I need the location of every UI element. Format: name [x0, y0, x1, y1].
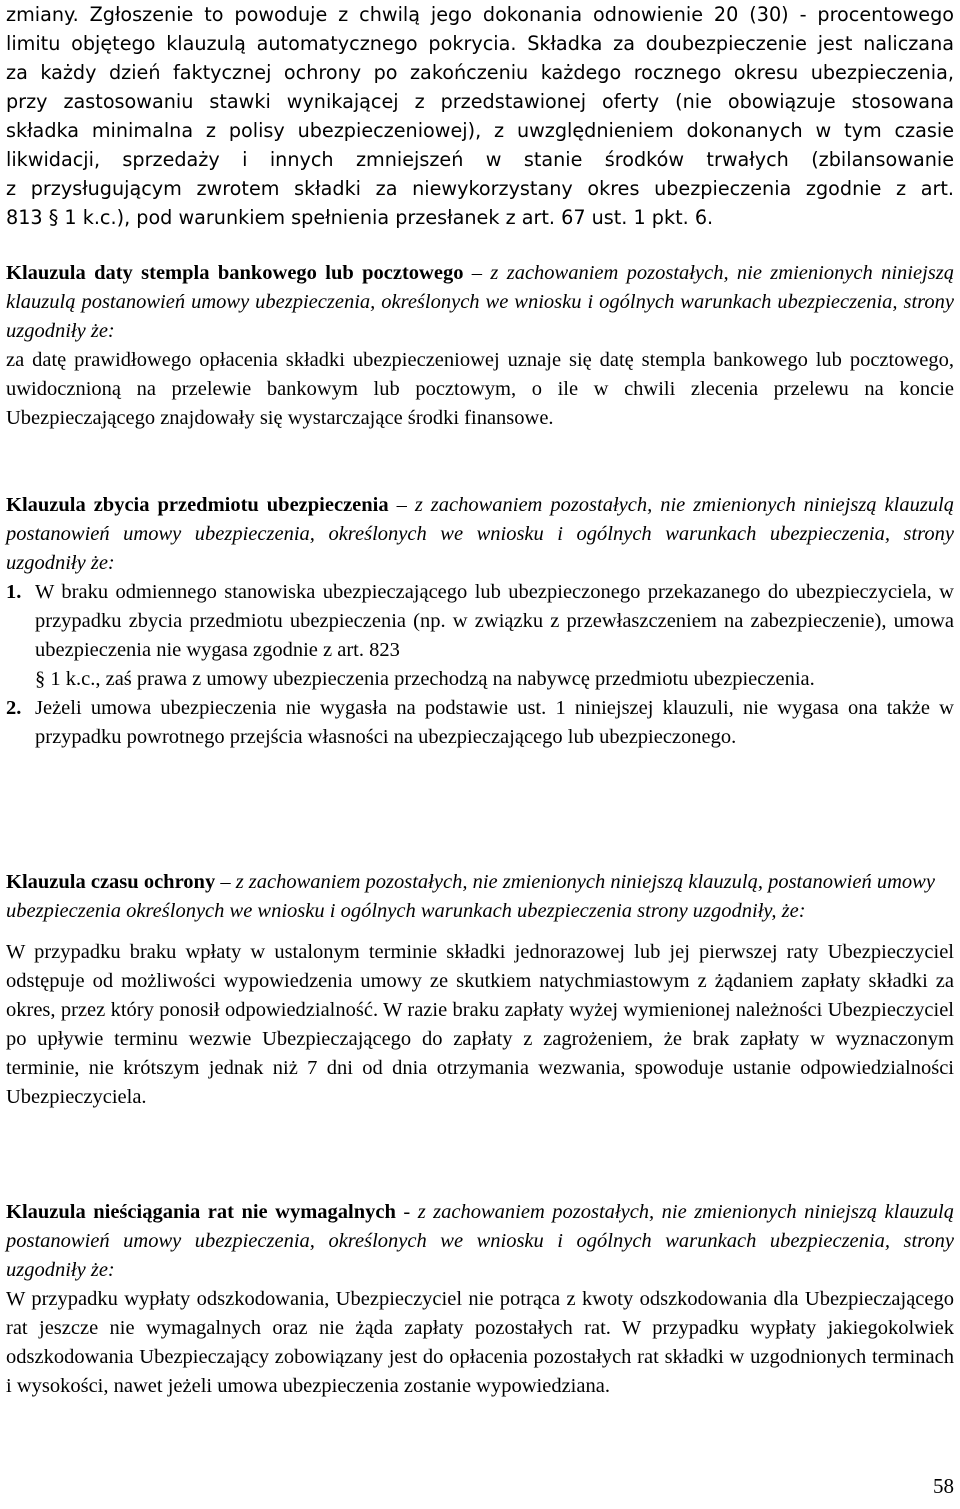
clause-intro: z zachowaniem pozostałych, nie zmienionych niniejszą klauzulą, postanowień umowy ubezpieczenia określonych we wniosku i ogólnych warunkach ubezpieczenia strony uzgodniły, że:: [6, 871, 935, 922]
clause-intro: z zachowaniem pozostałych, nie zmienionych niniejszą klauzulą postanowień umowy ubezpieczenia, określonych we wniosku i ogólnych warunkach ubezpieczenia, strony uzgodniły że:: [6, 494, 954, 574]
clause-heading: Klauzula nieściągania rat nie wymagalnych: [6, 1201, 396, 1223]
paragraph-line: 813 § 1 k.c.), pod warunkiem spełnienia przesłanek z art. 67 ust. 1 pkt. 6.: [6, 206, 714, 229]
clause-non-collection-of-installments: [6, 1198, 954, 1401]
list-text: W braku odmiennego stanowiska ubezpieczającego lub ubezpieczonego przekazanego do ubezpieczyciela, w przypadku zbycia przedmiotu ubezpieczenia (np. w związku z przewłaszczeniem na zabezpieczenie), umowa ubezpieczenia nie wygasa zgodnie z art. 823: [35, 581, 954, 661]
heading-dash: –: [388, 494, 415, 516]
clause-body: W przypadku wypłaty odszkodowania, Ubezpieczyciel nie potrąca z kwoty odszkodowania dla Ubezpieczającego rat jeszcze nie wymagalnych oraz nie żąda zapłaty pozostałych rat. W przypadku wypłaty jakiegokolwiek odszkodowania Ubezpieczający zobowiązany jest do opłacenia pozostałych rat składki w uzgodnionych terminach i wysokości, nawet jeżeli umowa ubezpieczenia zostanie wypowiedziana.: [6, 1288, 954, 1397]
paragraph-line: z przysługującym zwrotem składki za niewykorzystany okres ubezpieczenia zgodnie z art.: [6, 177, 954, 200]
document-page: [6, 0, 955, 1397]
list-item: [6, 578, 954, 694]
page-number: 58: [933, 1474, 954, 1498]
list-text: § 1 k.c., zaś prawa z umowy ubezpieczenia przechodzą na nabywcę przedmiotu ubezpieczenia.: [35, 668, 815, 690]
list-item: [6, 694, 954, 752]
clause-heading: Klauzula zbycia przedmiotu ubezpieczenia: [6, 494, 389, 516]
clause-protection-time: [6, 868, 954, 1112]
paragraph-line: zmiany. Zgłoszenie to powoduje z chwilą jego dokonania odnowienie 20 (30) - procentowego: [6, 3, 954, 26]
clause-intro: z zachowaniem pozostałych, nie zmienionych niniejszą klauzulą postanowień umowy ubezpieczenia, określonych we wniosku i ogólnych warunkach ubezpieczenia, strony uzgodniły że:: [6, 262, 955, 342]
continuation-paragraph: [6, 0, 954, 232]
list-number: 1.: [6, 581, 22, 603]
spacer: [6, 926, 954, 938]
clause-body: za datę prawidłowego opłacenia składki ubezpieczeniowej uznaje się datę stempla bankowego lub pocztowego, uwidocznioną na przelewie bankowym lub pocztowym, o ile w chwili zlecenia przelewu na koncie Ubezpieczającego znajdowały się wystarczające środki finansowe.: [6, 349, 954, 429]
heading-dash: –: [463, 262, 491, 284]
paragraph-line: likwidacji, sprzedaży i innych zmniejszeń w stanie środków trwałych (zbilansowanie: [6, 148, 954, 171]
clause-heading: Klauzula daty stempla bankowego lub pocztowego: [6, 262, 464, 284]
heading-dash: -: [395, 1201, 418, 1223]
heading-dash: –: [215, 871, 236, 893]
clause-body: W przypadku braku wpłaty w ustalonym terminie składki jednorazowej lub jej pierwszej raty Ubezpieczyciel odstępuje od możliwości wypowiedzenia umowy ze skutkiem natychmiastowym z żądaniem zapłaty składki za okres, przez który ponosił odpowiedzialność. W razie braku zapłaty wyżej wymienionej należności Ubezpieczyciel po upływie terminu wezwie Ubezpieczającego do zapłaty z zagrożeniem, że brak zapłaty w wyznaczonym terminie, nie krótszym jednak niż 7 dni od dnia otrzymania wezwania, spowoduje ustanie odpowiedzialności Ubezpieczyciela.: [6, 941, 954, 1108]
paragraph-line: przy zastosowaniu stawki wynikającej z przedstawionej oferty (nie obowiązuje stosowana: [6, 90, 954, 113]
paragraph-line: limitu objętego klauzulą automatycznego pokrycia. Składka za doubezpieczenie jest naliczana: [6, 32, 954, 55]
clause-intro: z zachowaniem pozostałych, nie zmienionych niniejszą klauzulą postanowień umowy ubezpieczenia, określonych we wniosku i ogólnych warunkach ubezpieczenia, strony uzgodniły że:: [6, 1201, 955, 1281]
clause-heading: Klauzula czasu ochrony: [6, 871, 216, 893]
list-number: 2.: [6, 697, 22, 719]
clause-bank-stamp-date: [6, 259, 954, 433]
clause-disposal-of-insured-item: [6, 491, 954, 752]
paragraph-line: składka minimalna z polisy ubezpieczeniowej), z uwzględnieniem dokonanych w tym czasie: [6, 119, 954, 142]
list-text: Jeżeli umowa ubezpieczenia nie wygasła na podstawie ust. 1 niniejszej klauzuli, nie wygasa ona także w przypadku powrotnego przejścia własności na ubezpieczającego lub ubezpieczonego.: [35, 697, 954, 748]
paragraph-line: za każdy dzień faktycznej ochrony po zakończeniu każdego rocznego okresu ubezpieczenia,: [6, 61, 954, 84]
